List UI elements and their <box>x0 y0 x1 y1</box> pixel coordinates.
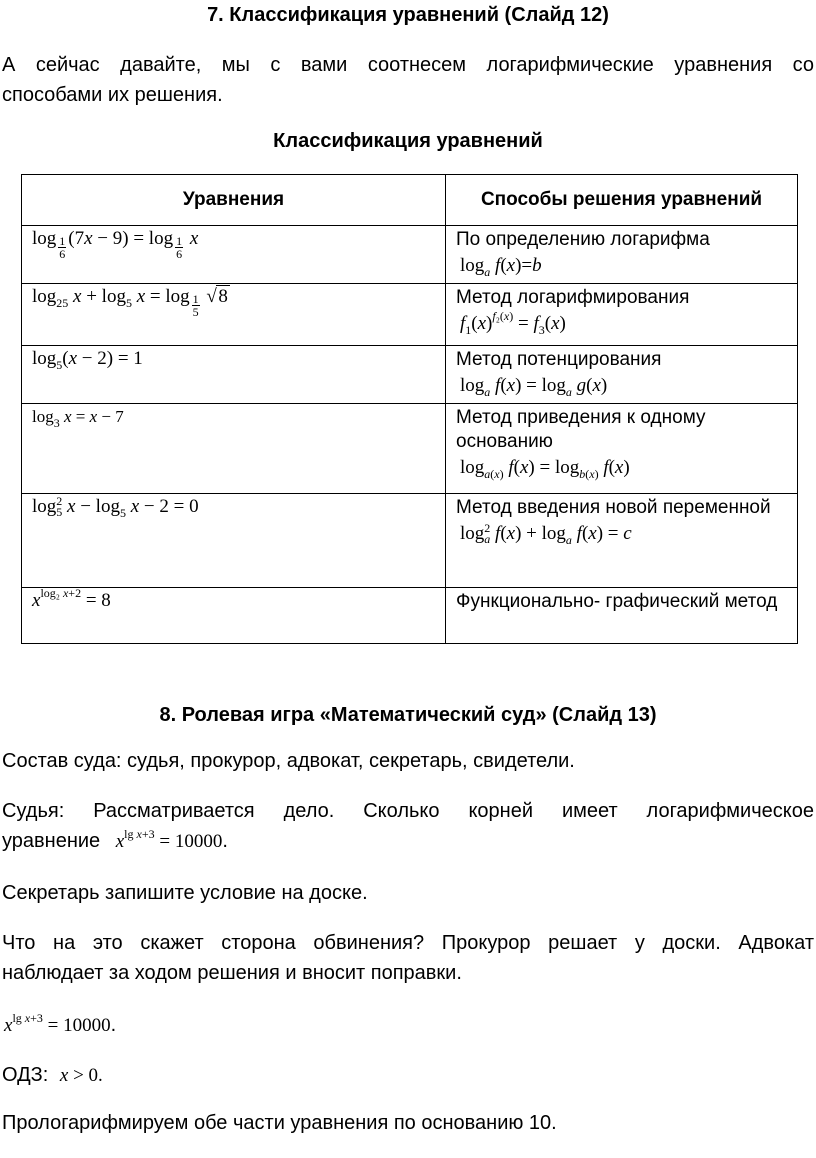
table-row <box>22 404 798 494</box>
method-label: Функционально- графический метод <box>456 591 778 612</box>
equation-cell <box>22 226 446 284</box>
method-formula: log2 a $f(x) + \log_a f(x) = c$ <box>460 521 632 547</box>
equation-cell <box>22 588 446 644</box>
section-8-heading: 8. Ролевая игра «Математический суд» (Слайд 13) <box>159 704 657 726</box>
domain-label: ОДЗ: <box>2 1064 49 1086</box>
prosecution-line-2: наблюдает за ходом решения и вносит поправки. <box>2 962 462 984</box>
table-row <box>22 284 798 346</box>
equation-4: $\log_3 x = x - 7$ <box>32 407 124 430</box>
equation-cell <box>22 346 446 404</box>
method-cell <box>446 494 798 588</box>
equation-cell <box>22 284 446 346</box>
table-row <box>22 588 798 644</box>
method-formula: $\log_a f(x) = \log_a g(x)$ <box>460 375 608 399</box>
equation-6: $x^{log_2 x+2} = 8$ <box>32 586 111 611</box>
section-7-heading: 7. Классификация уравнений (Слайд 12) <box>207 4 609 26</box>
method-cell <box>446 226 798 284</box>
prosecution-paragraph <box>2 928 814 988</box>
method-label: Метод введения новой переменной <box>456 497 771 518</box>
table-header-row <box>22 175 798 226</box>
prosecution-line-1: Что на это скажет сторона обвинения? Прокурор решает у доски. Адвокат <box>2 932 814 954</box>
judge-line-1: Судья: Рассматривается дело. Сколько корней имеет логарифмическое <box>2 800 814 822</box>
classification-table <box>21 174 798 644</box>
secretary-paragraph: Секретарь запишите условие на доске. <box>2 882 368 904</box>
judge-line-2: уравнение $x^{lg x+3} = 10000$. <box>2 827 228 852</box>
table-row <box>22 494 798 588</box>
judge-paragraph <box>2 796 814 858</box>
equation-lg: $x^{lg x+3} = 10000$ <box>115 827 223 852</box>
equation-restated: $x^{lg x+3} = 10000$. <box>4 1011 117 1036</box>
method-label: Метод приведения к одному основанию <box>456 407 706 452</box>
method-label: По определению логарифма <box>456 229 710 250</box>
table-row <box>22 346 798 404</box>
log-both-sides: Прологарифмируем обе части уравнения по основанию 10. <box>2 1112 557 1134</box>
method-cell <box>446 284 798 346</box>
method-formula: $f_1(x)^{f_2(x)} = f_3(x)$ <box>460 309 566 337</box>
table-caption: Классификация уравнений <box>273 130 543 152</box>
judge-line-2-text: уравнение <box>2 830 101 852</box>
court-composition: Состав суда: судья, прокурор, адвокат, секретарь, свидетели. <box>2 750 575 772</box>
equation-2: $\log_{25} x + \log_5 x = \log$ $\frac{1}{5}$ √ 8 <box>32 286 228 319</box>
method-cell <box>446 404 798 494</box>
header-equations: Уравнения <box>22 175 446 226</box>
table-row <box>22 226 798 284</box>
equation-1: log $\frac{1}{6}$ (7x − 9) = log $\frac{1}{6}$ x <box>32 228 199 261</box>
domain-line: ОДЗ: x > 0. <box>2 1064 103 1086</box>
method-label: Метод потенцирования <box>456 349 662 370</box>
method-formula: $\log_{a(x)} f(x) = \log_{b(x)} f(x)$ <box>460 457 630 481</box>
intro-line-2: способами их решения. <box>2 84 223 106</box>
equation-cell <box>22 494 446 588</box>
method-cell <box>446 588 798 644</box>
method-cell <box>446 346 798 404</box>
method-label: Метод логарифмирования <box>456 287 690 308</box>
equation-cell <box>22 404 446 494</box>
intro-paragraph <box>2 50 814 110</box>
method-formula: $\log_a f(x)=b$ <box>460 255 542 279</box>
intro-line-1: А сейчас давайте, мы с вами соотнесем логарифмические уравнения со <box>2 54 814 76</box>
header-methods: Способы решения уравнений <box>446 175 798 226</box>
equation-3: $\log_5(x - 2) = 1$ <box>32 348 143 372</box>
equation-5: log2 5 $x - \log_5 x - 2 = 0$ <box>32 494 199 520</box>
